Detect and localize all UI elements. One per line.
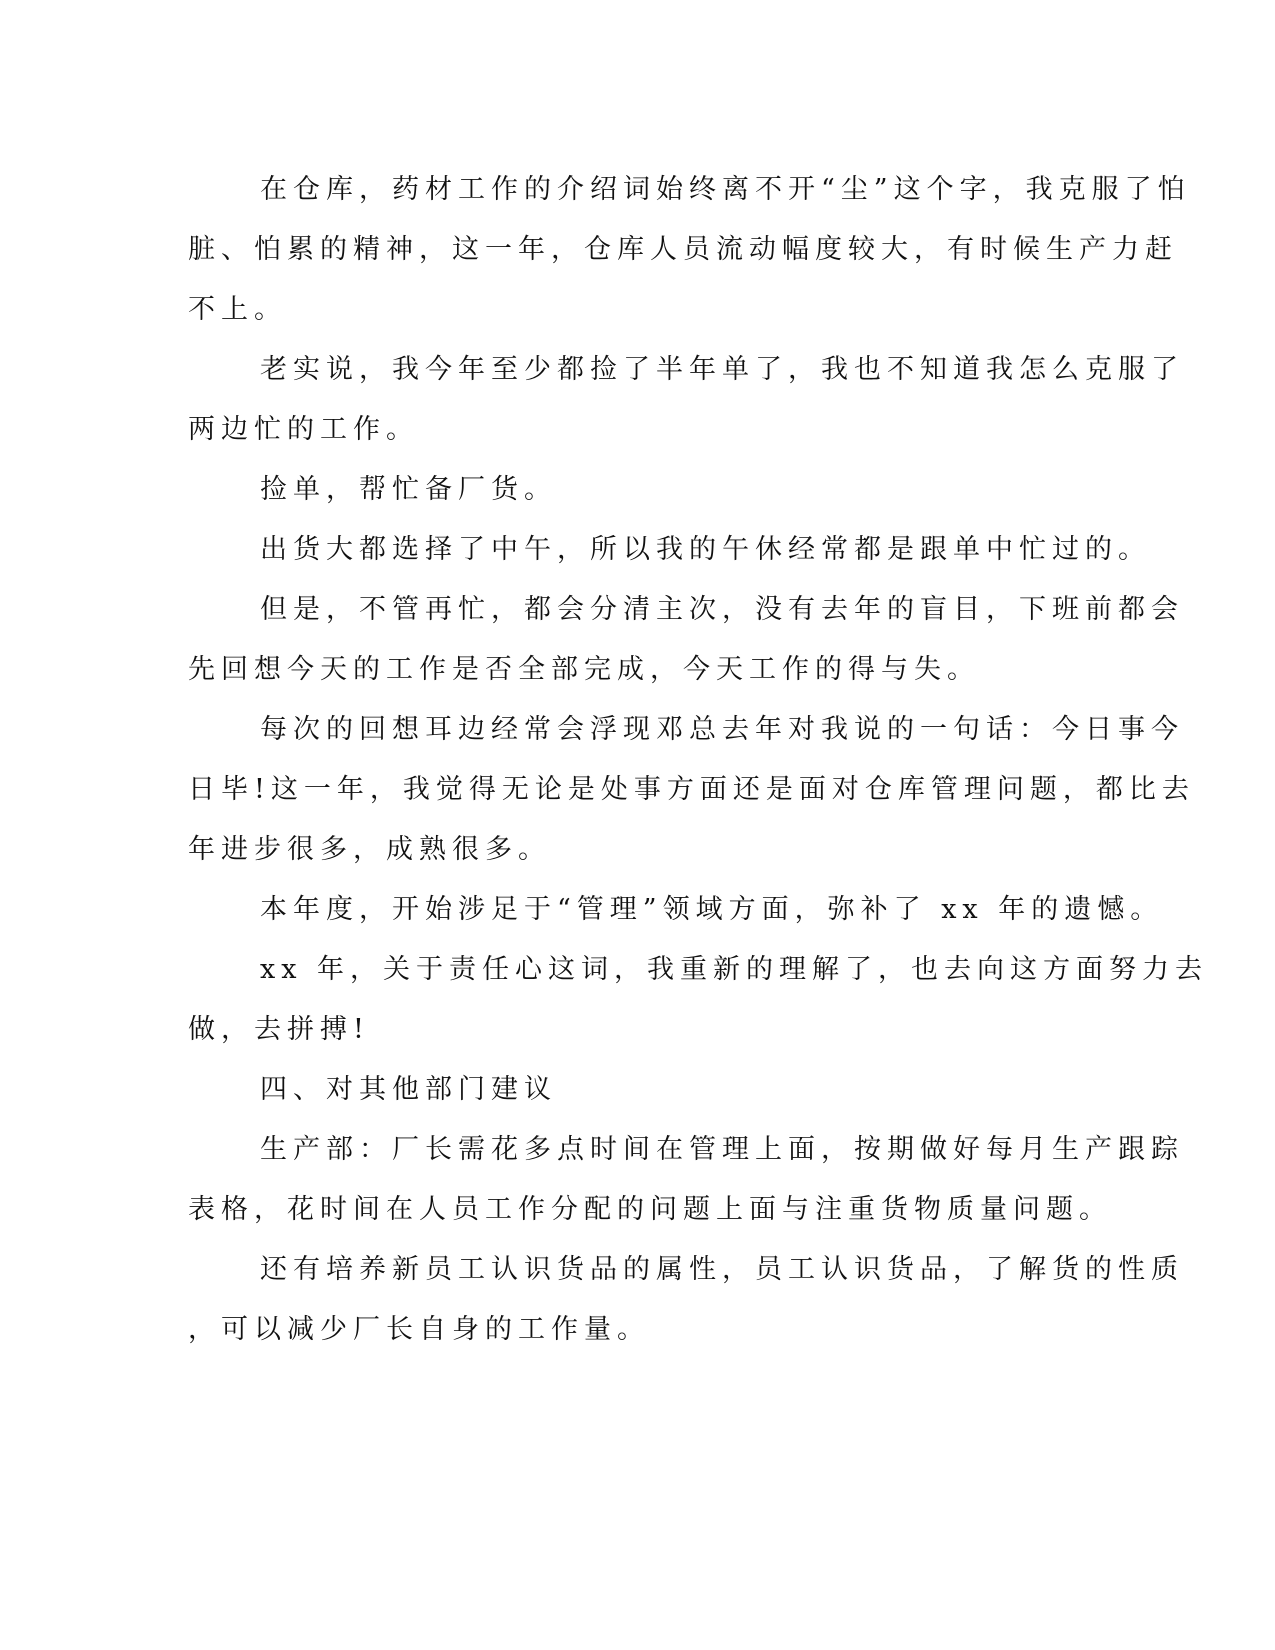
paragraph-7-line-1: 本年度，开始涉足于“管理”领域方面，弥补了 xx 年的遗憾。	[260, 894, 1164, 925]
paragraph-1-line-3: 不上。	[188, 294, 287, 325]
paragraph-4	[188, 520, 1151, 580]
paragraph-3-line-1: 捡单，帮忙备厂货。	[260, 474, 557, 505]
paragraph-5	[188, 580, 1184, 700]
paragraph-8	[188, 940, 1209, 1060]
section-heading-text: 四、对其他部门建议	[260, 1074, 557, 1105]
paragraph-10-line-1: 生产部：厂长需花多点时间在管理上面，按期做好每月生产跟踪	[260, 1134, 1184, 1165]
paragraph-6-line-2: 日毕!这一年，我觉得无论是处事方面还是面对仓库管理问题，都比去	[188, 774, 1195, 805]
paragraph-1-line-2: 脏、怕累的精神，这一年，仓库人员流动幅度较大，有时候生产力赶	[188, 234, 1178, 265]
section-heading	[188, 1060, 1068, 1120]
paragraph-5-line-2: 先回想今天的工作是否全部完成，今天工作的得与失。	[188, 654, 980, 685]
paragraph-3	[188, 460, 1068, 520]
paragraph-2	[188, 340, 1184, 460]
paragraph-11-line-2: ，可以减少厂长自身的工作量。	[188, 1314, 650, 1345]
paragraph-11	[188, 1240, 1184, 1360]
paragraph-8-line-1: xx 年，关于责任心这词，我重新的理解了，也去向这方面努力去	[260, 954, 1209, 985]
paragraph-1-line-1: 在仓库，药材工作的介绍词始终离不开“尘”这个字，我克服了怕	[260, 174, 1191, 205]
paragraph-6-line-3: 年进步很多，成熟很多。	[188, 834, 551, 865]
document-body	[188, 160, 1209, 1360]
paragraph-2-line-1: 老实说，我今年至少都捡了半年单了，我也不知道我怎么克服了	[260, 354, 1184, 385]
paragraph-4-line-1: 出货大都选择了中午，所以我的午休经常都是跟单中忙过的。	[260, 534, 1151, 565]
paragraph-10-line-2: 表格，花时间在人员工作分配的问题上面与注重货物质量问题。	[188, 1194, 1112, 1225]
paragraph-11-line-1: 还有培养新员工认识货品的属性，员工认识货品，了解货的性质	[260, 1254, 1184, 1285]
paragraph-8-line-2: 做，去拼搏!	[188, 1014, 370, 1045]
paragraph-10	[188, 1120, 1184, 1240]
paragraph-6-line-1: 每次的回想耳边经常会浮现邓总去年对我说的一句话：今日事今	[260, 714, 1184, 745]
paragraph-6	[188, 700, 1195, 880]
paragraph-7	[188, 880, 1164, 940]
paragraph-2-line-2: 两边忙的工作。	[188, 414, 419, 445]
paragraph-1	[188, 160, 1191, 340]
paragraph-5-line-1: 但是，不管再忙，都会分清主次，没有去年的盲目，下班前都会	[260, 594, 1184, 625]
